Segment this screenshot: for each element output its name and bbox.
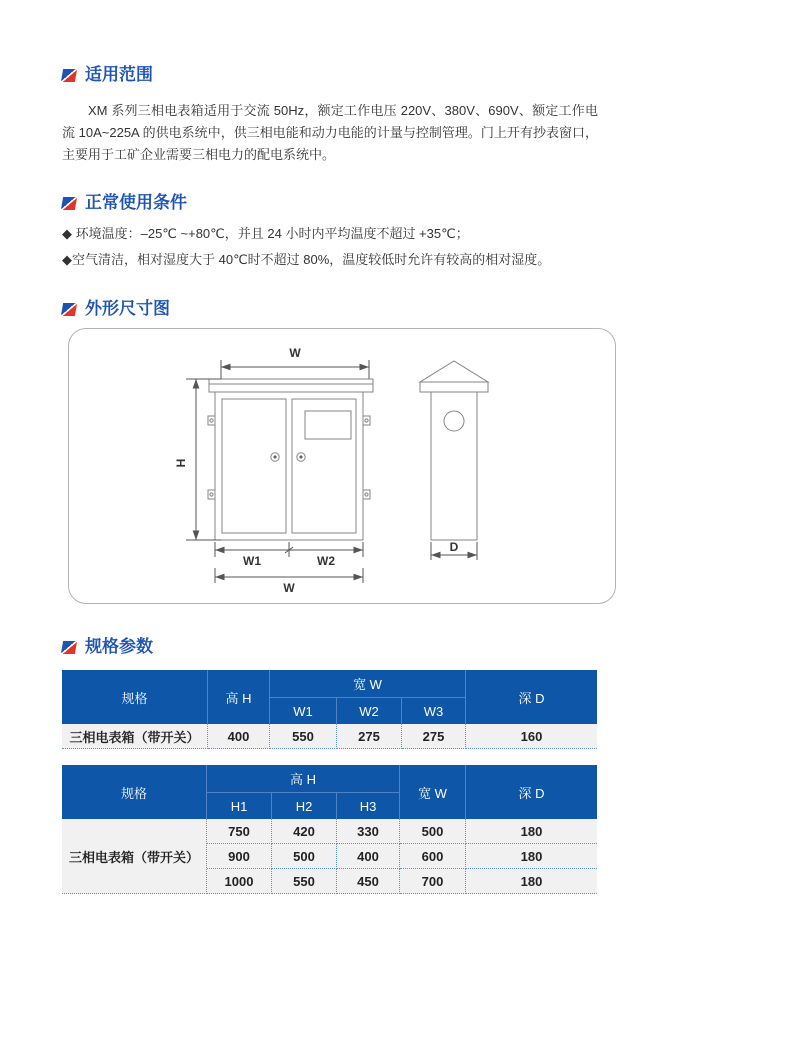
cell-value: 275	[337, 724, 402, 749]
cell-value: 180	[466, 819, 597, 844]
cell-value: 330	[337, 819, 400, 844]
condition-bullet-humidity: ◆空气清洁，相对湿度大于 40℃时不超过 80%，温度较低时允许有较高的相对湿度。	[62, 252, 551, 267]
cell-value: 180	[466, 844, 597, 869]
dimension-diagram	[69, 329, 615, 602]
scope-paragraph: XM 系列三相电表箱适用于交流 50Hz，额定工作电压 220V、380V、690V、额定工作电流 10A~225A 的供电系统中，供三相电能和动力电能的计量与控制管理。门上开有抄表窗口，主要用于工矿企业需要三相电力的配电系统中。	[62, 103, 598, 162]
col-header-h2: H2	[272, 793, 337, 819]
col-header-depth: 深 D	[466, 765, 597, 819]
col-header-height: 高 H	[208, 670, 270, 724]
condition-bullet-temperature: ◆ 环境温度：–25℃ ~+80℃，并且 24 小时内平均温度不超过 +35℃；	[62, 226, 469, 241]
cell-value: 180	[466, 869, 597, 894]
section-title-conditions	[62, 192, 800, 214]
cell-value: 450	[337, 869, 400, 894]
meter-window	[305, 411, 351, 439]
section-marker-icon	[61, 303, 77, 316]
col-header-w3: W3	[402, 698, 466, 724]
table-row	[62, 724, 597, 749]
dim-label-w2: W2	[317, 554, 335, 568]
section-title-specs	[62, 636, 800, 658]
dim-label-d: D	[449, 540, 459, 554]
section-title-dimensions-text: 外形尺寸图	[85, 299, 170, 318]
dim-label-w-bottom: W	[283, 581, 295, 595]
dim-label-h: H	[174, 458, 188, 468]
cell-value: 1000	[207, 869, 272, 894]
dim-label-w-top: W	[289, 346, 301, 360]
spec-table-width-variants	[62, 670, 597, 749]
cell-value: 160	[466, 724, 597, 749]
cell-value: 400	[208, 724, 270, 749]
cell-spec-name: 三相电表箱（带开关）	[62, 724, 208, 749]
door-handle-icon	[271, 453, 305, 461]
dimension-diagram-frame	[68, 328, 616, 604]
col-header-spec: 规格	[62, 765, 207, 819]
meter-box-front-view	[174, 346, 373, 595]
section-marker-icon	[61, 69, 77, 82]
section-title-specs-text: 规格参数	[85, 637, 153, 656]
dim-label-w1: W1	[243, 554, 261, 568]
col-header-h3: H3	[337, 793, 400, 819]
cell-value: 275	[402, 724, 466, 749]
spec-table-height-variants	[62, 765, 597, 894]
cell-value: 500	[400, 819, 466, 844]
meter-box-side-view	[420, 361, 488, 560]
col-header-width-group: 宽 W	[270, 670, 466, 698]
cell-value: 400	[337, 844, 400, 869]
hinge-icon	[208, 416, 370, 499]
cell-value: 600	[400, 844, 466, 869]
section-title-dimensions	[62, 298, 800, 320]
cell-value: 550	[270, 724, 337, 749]
cell-spec-name: 三相电表箱（带开关）	[62, 819, 207, 894]
side-hole	[444, 411, 464, 431]
section-marker-icon	[61, 197, 77, 210]
col-header-depth: 深 D	[466, 670, 597, 724]
cell-value: 750	[207, 819, 272, 844]
cell-value: 500	[272, 844, 337, 869]
col-header-spec: 规格	[62, 670, 208, 724]
section-title-scope	[62, 64, 800, 86]
section-title-scope-text: 适用范围	[85, 65, 153, 84]
col-header-width: 宽 W	[400, 765, 466, 819]
cell-value: 420	[272, 819, 337, 844]
cell-value: 550	[272, 869, 337, 894]
cell-value: 700	[400, 869, 466, 894]
col-header-w2: W2	[337, 698, 402, 724]
col-header-height-group: 高 H	[207, 765, 400, 793]
section-title-conditions-text: 正常使用条件	[85, 193, 187, 212]
col-header-w1: W1	[270, 698, 337, 724]
cell-value: 900	[207, 844, 272, 869]
col-header-h1: H1	[207, 793, 272, 819]
table-row	[62, 819, 597, 844]
section-marker-icon	[61, 641, 77, 654]
